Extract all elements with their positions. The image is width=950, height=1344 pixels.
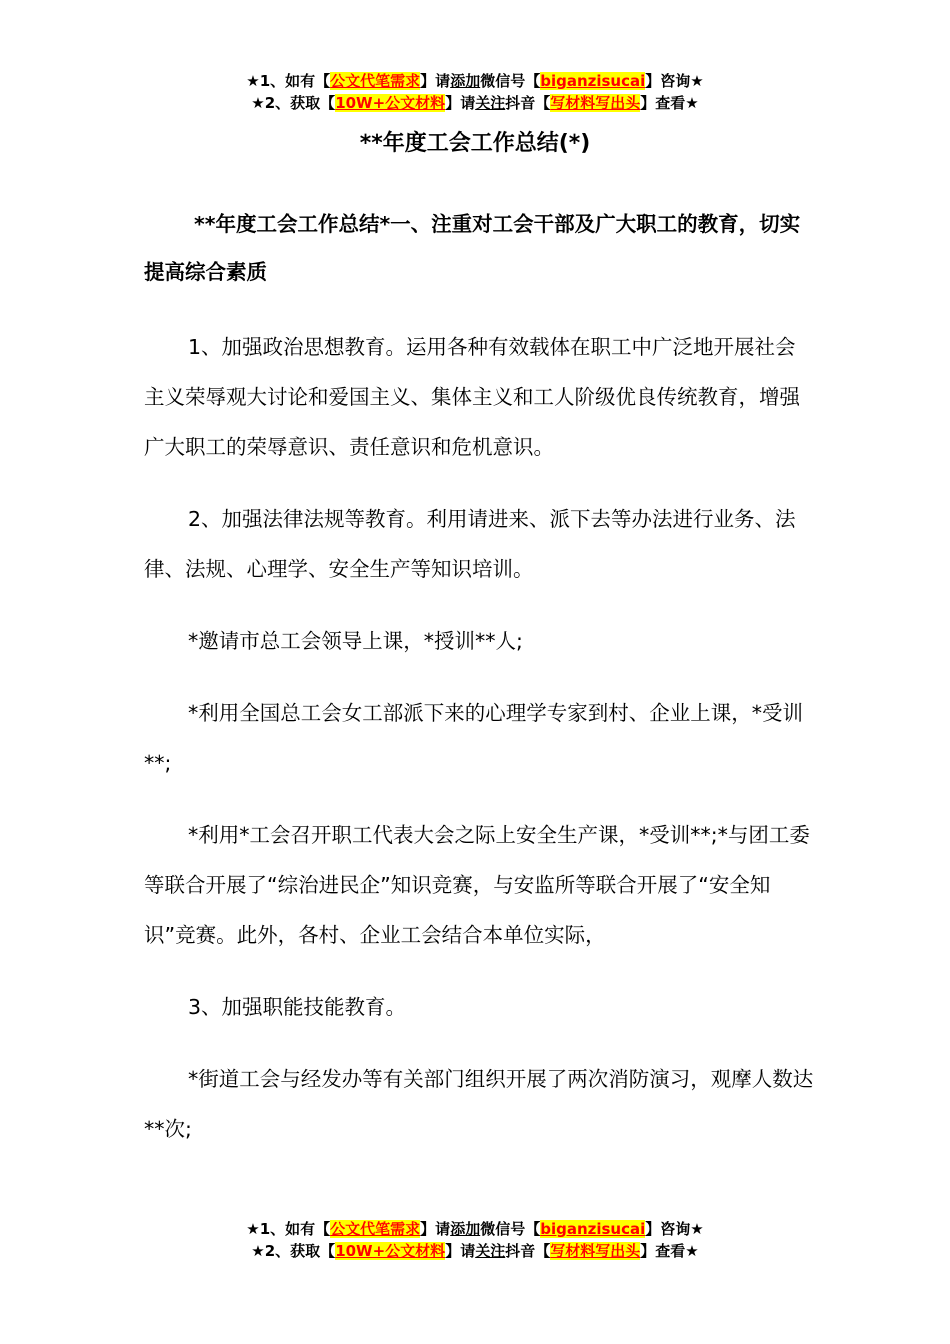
banner-text: ★1、如有【 bbox=[246, 1220, 331, 1238]
paragraph-safety-competition: *利用*工会召开职工代表大会之际上安全生产课，*受训**;*与团工委等联合开展了“综治进民企”知识竞赛，与安监所等联合开展了“安全知识”竞赛。此外，各村、企业工会结合本单位实际， bbox=[144, 823, 810, 947]
banner-text: 】请 bbox=[445, 1242, 476, 1260]
highlight-materials: 10W+公文材料 bbox=[335, 1242, 446, 1260]
section-heading: **年度工会工作总结*一、注重对工会干部及广大职工的教育，切实提高综合素质 bbox=[144, 212, 801, 284]
footer-banner bbox=[0, 1218, 950, 1262]
banner-text: 抖音【 bbox=[505, 1242, 551, 1260]
paragraph-leader-lecture: *邀请市总工会领导上课，*授训**人; bbox=[188, 629, 523, 653]
banner-underlined-text: 添加 bbox=[450, 72, 481, 90]
document-body bbox=[144, 200, 814, 1176]
banner-line-1 bbox=[0, 1218, 950, 1240]
banner-line-2 bbox=[0, 1240, 950, 1262]
highlight-wechat-id: biganzisucai bbox=[540, 1220, 646, 1238]
banner-text: 】查看★ bbox=[640, 1242, 699, 1260]
paragraph-legal-education: 2、加强法律法规等教育。利用请进来、派下去等办法进行业务、法律、法规、心理学、安全生产等知识培训。 bbox=[144, 507, 796, 581]
banner-text: ★2、获取【 bbox=[251, 94, 336, 112]
highlight-douyin-account: 写材料写出头 bbox=[550, 94, 641, 112]
banner-underlined-text: 关注 bbox=[475, 94, 506, 112]
highlight-douyin-account: 写材料写出头 bbox=[550, 1242, 641, 1260]
highlight-service: 公文代笔需求 bbox=[330, 72, 421, 90]
banner-text: 】请 bbox=[420, 1220, 451, 1238]
paragraph-psychology-lecture: *利用全国总工会女工部派下来的心理学专家到村、企业上课，*受训**; bbox=[144, 701, 803, 775]
paragraph-fire-drill: *街道工会与经发办等有关部门组织开展了两次消防演习，观摩人数达**次; bbox=[144, 1067, 814, 1141]
paragraph-skills-education: 3、加强职能技能教育。 bbox=[188, 995, 407, 1019]
banner-underlined-text: 关注 bbox=[475, 1242, 506, 1260]
header-banner bbox=[0, 70, 950, 114]
banner-text: 微信号【 bbox=[480, 72, 541, 90]
banner-text: 】咨询★ bbox=[645, 1220, 704, 1238]
paragraph-political-education: 1、加强政治思想教育。运用各种有效载体在职工中广泛地开展社会主义荣辱观大讨论和爱国主义、集体主义和工人阶级优良传统教育，增强广大职工的荣辱意识、责任意识和危机意识。 bbox=[144, 335, 800, 459]
highlight-materials: 10W+公文材料 bbox=[335, 94, 446, 112]
banner-text: ★1、如有【 bbox=[246, 72, 331, 90]
banner-text: 】查看★ bbox=[640, 94, 699, 112]
banner-line-1 bbox=[0, 70, 950, 92]
banner-text: 】请 bbox=[420, 72, 451, 90]
banner-underlined-text: 添加 bbox=[450, 1220, 481, 1238]
document-title: **年度工会工作总结(*) bbox=[359, 131, 591, 156]
banner-text: ★2、获取【 bbox=[251, 1242, 336, 1260]
banner-text: 】咨询★ bbox=[645, 72, 704, 90]
highlight-service: 公文代笔需求 bbox=[330, 1220, 421, 1238]
banner-text: 抖音【 bbox=[505, 94, 551, 112]
banner-text: 】请 bbox=[445, 94, 476, 112]
banner-line-2 bbox=[0, 92, 950, 114]
highlight-wechat-id: biganzisucai bbox=[540, 72, 646, 90]
banner-text: 微信号【 bbox=[480, 1220, 541, 1238]
